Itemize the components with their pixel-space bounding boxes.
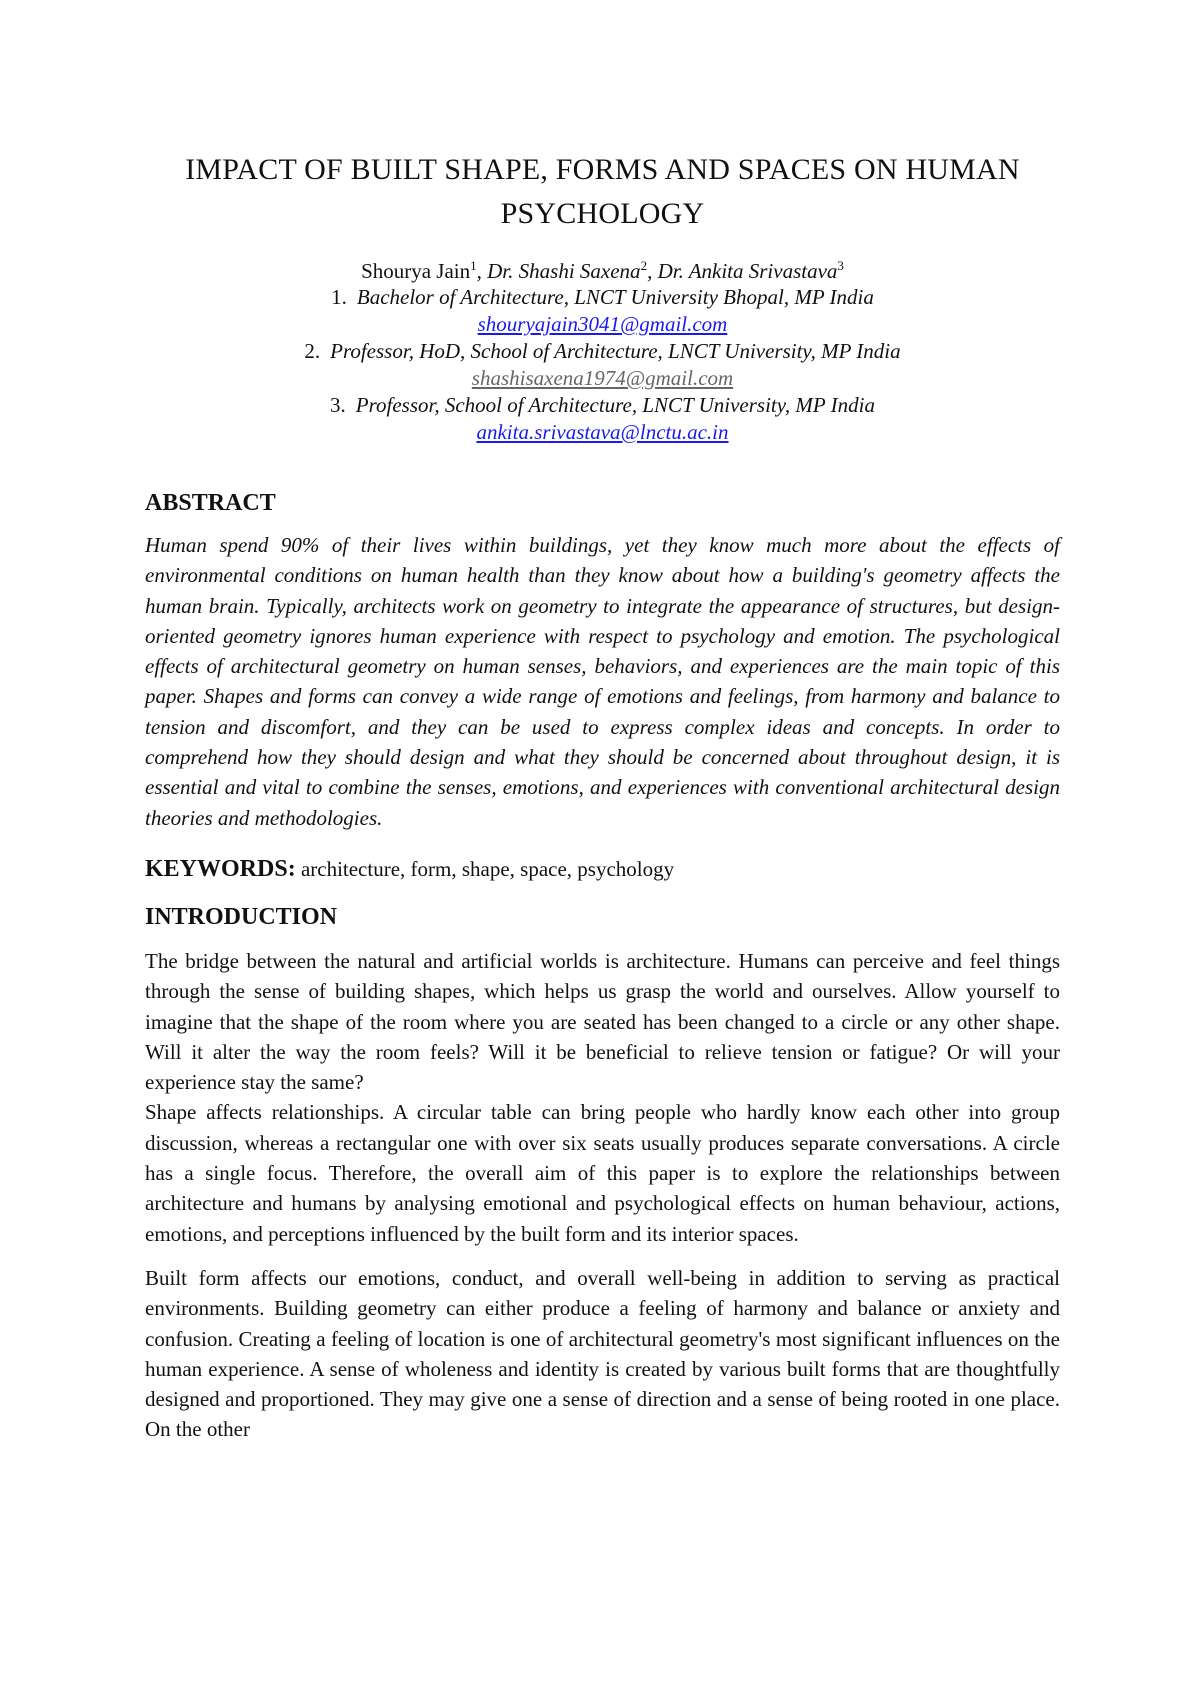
affiliation-3-text: Professor, School of Architecture, LNCT University, MP India <box>355 393 875 417</box>
affiliation-1-text: Bachelor of Architecture, LNCT University Bhopal, MP India <box>356 285 874 309</box>
author-line: Shourya Jain$^1$, Dr. Shashi Saxena$^2$, Dr. Ankita Srivastava$^3$ <box>361 258 844 283</box>
intro-paragraph-1: The bridge between the natural and artificial worlds is architecture. Humans can perceive and feel things through the sense of building shapes, which helps us grasp the world and ourselves. Allow yourself to imagine that the shape of the room where you are seated has been changed to a circle or any other shape. Will it alter the way the room feels? Will it be beneficial to relieve tension or fatigue? Or will your experience stay the same? <box>145 948 1060 1095</box>
affiliation-1 <box>145 284 1060 311</box>
affiliation-1-number: 1. <box>331 285 347 309</box>
author-3-sup: 3 <box>837 258 844 273</box>
intro-paragraph-2: Shape affects relationships. A circular table can bring people who hardly know each other into group discussion, whereas a rectangular one with over six seats usually produces separate conversations. A circle has a single focus. Therefore, the overall aim of this paper is to explore the relationships between architecture and humans by analysing emotional and psychological effects on human behaviour, actions, emotions, and perceptions influenced by the built form and its interior spaces. <box>145 1100 1060 1246</box>
paper-content <box>145 148 1060 1445</box>
intro-paragraph-3: Built form affects our emotions, conduct, and overall well-being in addition to serving as practical environments. Building geometry can either produce a feeling of harmony and balance or anxiety and confusion. Creating a feeling of location is one of architectural geometry's most significant influences on the human experience. A sense of wholeness and identity is created by various built forms that are thoughtfully designed and proportioned. They may give one a sense of direction and a sense of being rooted in one place. On the other <box>145 1265 1060 1442</box>
email-2-line <box>145 365 1060 392</box>
keywords-text: architecture, form, shape, space, psychology <box>295 856 675 881</box>
author-2-email-link[interactable]: shashisaxena1974@gmail.com <box>471 366 734 390</box>
affiliation-3 <box>145 392 1060 419</box>
keywords-line <box>145 854 1060 884</box>
abstract-heading: ABSTRACT <box>145 490 276 516</box>
affiliation-2-text: Professor, HoD, School of Architecture, LNCT University, MP India <box>330 339 901 363</box>
author-1-email-link[interactable]: shouryajain3041@gmail.com <box>477 312 728 336</box>
email-1-line <box>145 311 1060 338</box>
author-3-name: Dr. Ankita Srivastava <box>657 259 838 283</box>
email-3-line <box>145 419 1060 446</box>
author-3-email-link[interactable]: ankita.srivastava@lnctu.ac.in <box>476 420 729 444</box>
author-1-sup: 1 <box>470 258 477 273</box>
affiliation-2-number: 2. <box>304 339 321 363</box>
author-2-sup: 2 <box>640 258 648 273</box>
introduction-heading: INTRODUCTION <box>145 903 338 930</box>
author-2-name: Dr. Shashi Saxena <box>487 259 641 283</box>
keywords-label: KEYWORDS: <box>145 855 296 882</box>
affiliation-2 <box>145 338 1060 365</box>
paper-title: IMPACT OF BUILT SHAPE, FORMS AND SPACES ON HUMAN PSYCHOLOGY <box>185 153 1020 230</box>
abstract-text: Human spend 90% of their lives within buildings, yet they know much more about the effects of environmental conditions on human health than they know about how a building's geometry affects the human brain. Typically, architects work on geometry to integrate the appearance of structures, but design-oriented geometry ignores human experience with respect to psychology and emotion. The psychological effects of architectural geometry on human senses, behaviors, and experiences are the main topic of this paper. Shapes and forms can convey a wide range of emotions and feelings, from harmony and balance to tension and discomfort, and they can be used to express complex ideas and concepts. In order to comprehend how they should design and what they should be concerned about throughout design, it is essential and vital to combine the senses, emotions, and experiences with conventional architectural design theories and methodologies. <box>145 533 1060 830</box>
affiliation-3-number: 3. <box>330 393 346 417</box>
author-1-name: Shourya Jain <box>361 259 471 283</box>
